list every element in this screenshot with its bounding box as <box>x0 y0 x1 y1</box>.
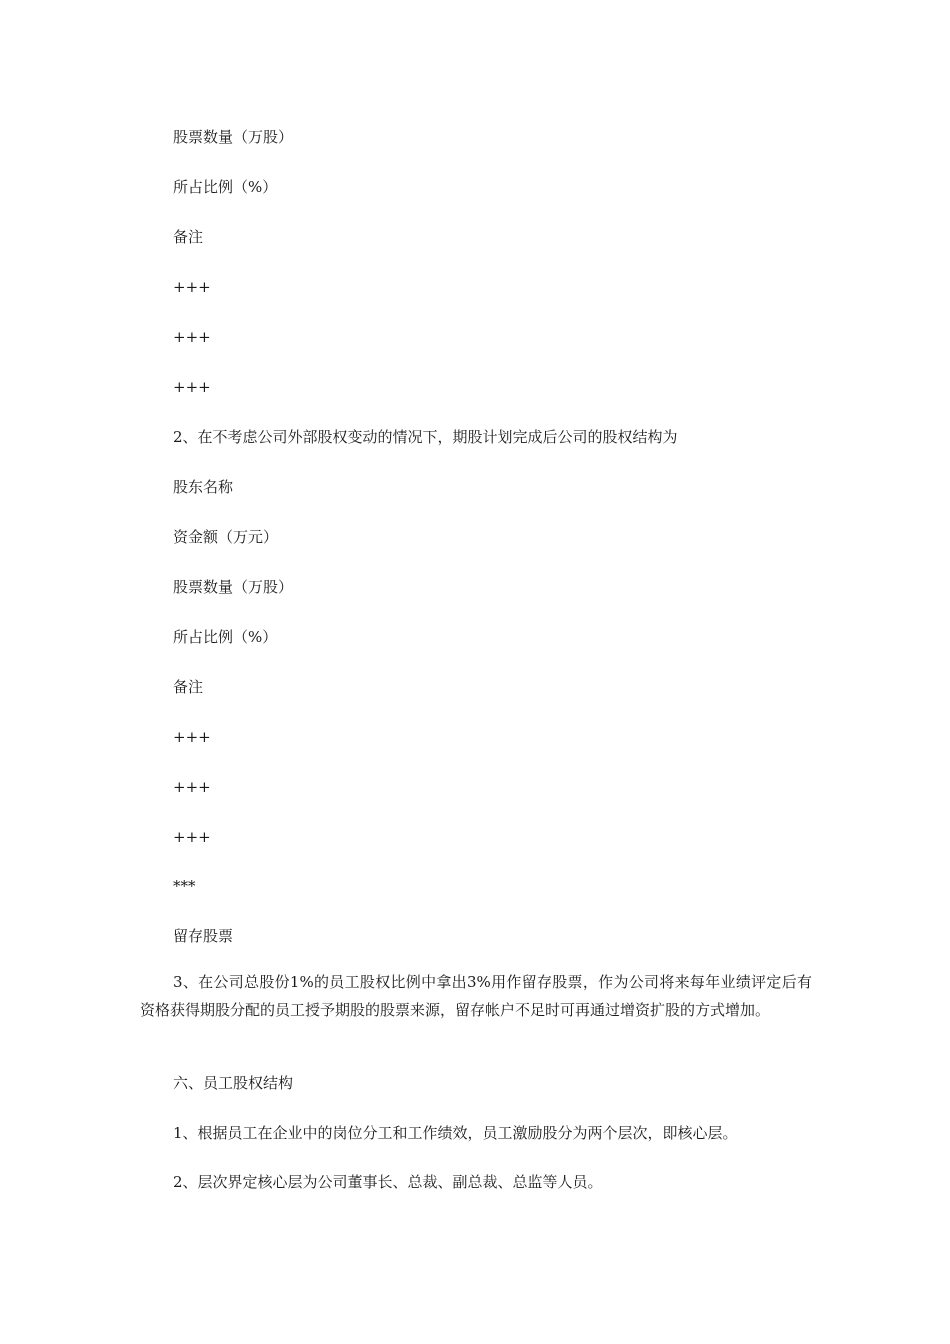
text-line: *** <box>173 877 196 895</box>
text-line: +++ <box>173 378 211 396</box>
text-line: 股票数量（万股） <box>173 128 294 146</box>
text-line: +++ <box>173 728 211 746</box>
text-line: 所占比例（%） <box>173 628 278 646</box>
text-line: +++ <box>173 328 211 346</box>
text-line: 资金额（万元） <box>173 528 279 546</box>
list-item: 2、层次界定核心层为公司董事长、总裁、副总裁、总监等人员。 <box>173 1173 603 1191</box>
text-line: 备注 <box>173 678 204 696</box>
text-line: 股东名称 <box>173 478 234 496</box>
text-line: 所占比例（%） <box>173 178 278 196</box>
text-line: 留存股票 <box>173 927 234 945</box>
text-line: 股票数量（万股） <box>173 578 294 596</box>
text-line: +++ <box>173 278 211 296</box>
section-heading: 六、员工股权结构 <box>173 1074 294 1092</box>
paragraph-3: 3、在公司总股份1%的员工股权比例中拿出3%用作留存股票，作为公司将来每年业绩评定后有资格获得期股分配的员工授予期股的股票来源，留存帐户不足时可再通过增资扩股的方式增加。 <box>140 973 812 1019</box>
text-line: +++ <box>173 778 211 796</box>
text-line: +++ <box>173 828 211 846</box>
text-line: 2、在不考虑公司外部股权变动的情况下，期股计划完成后公司的股权结构为 <box>173 428 678 446</box>
text-line: 备注 <box>173 228 204 246</box>
list-item: 1、根据员工在企业中的岗位分工和工作绩效，员工激励股分为两个层次，即核心层。 <box>173 1124 738 1142</box>
